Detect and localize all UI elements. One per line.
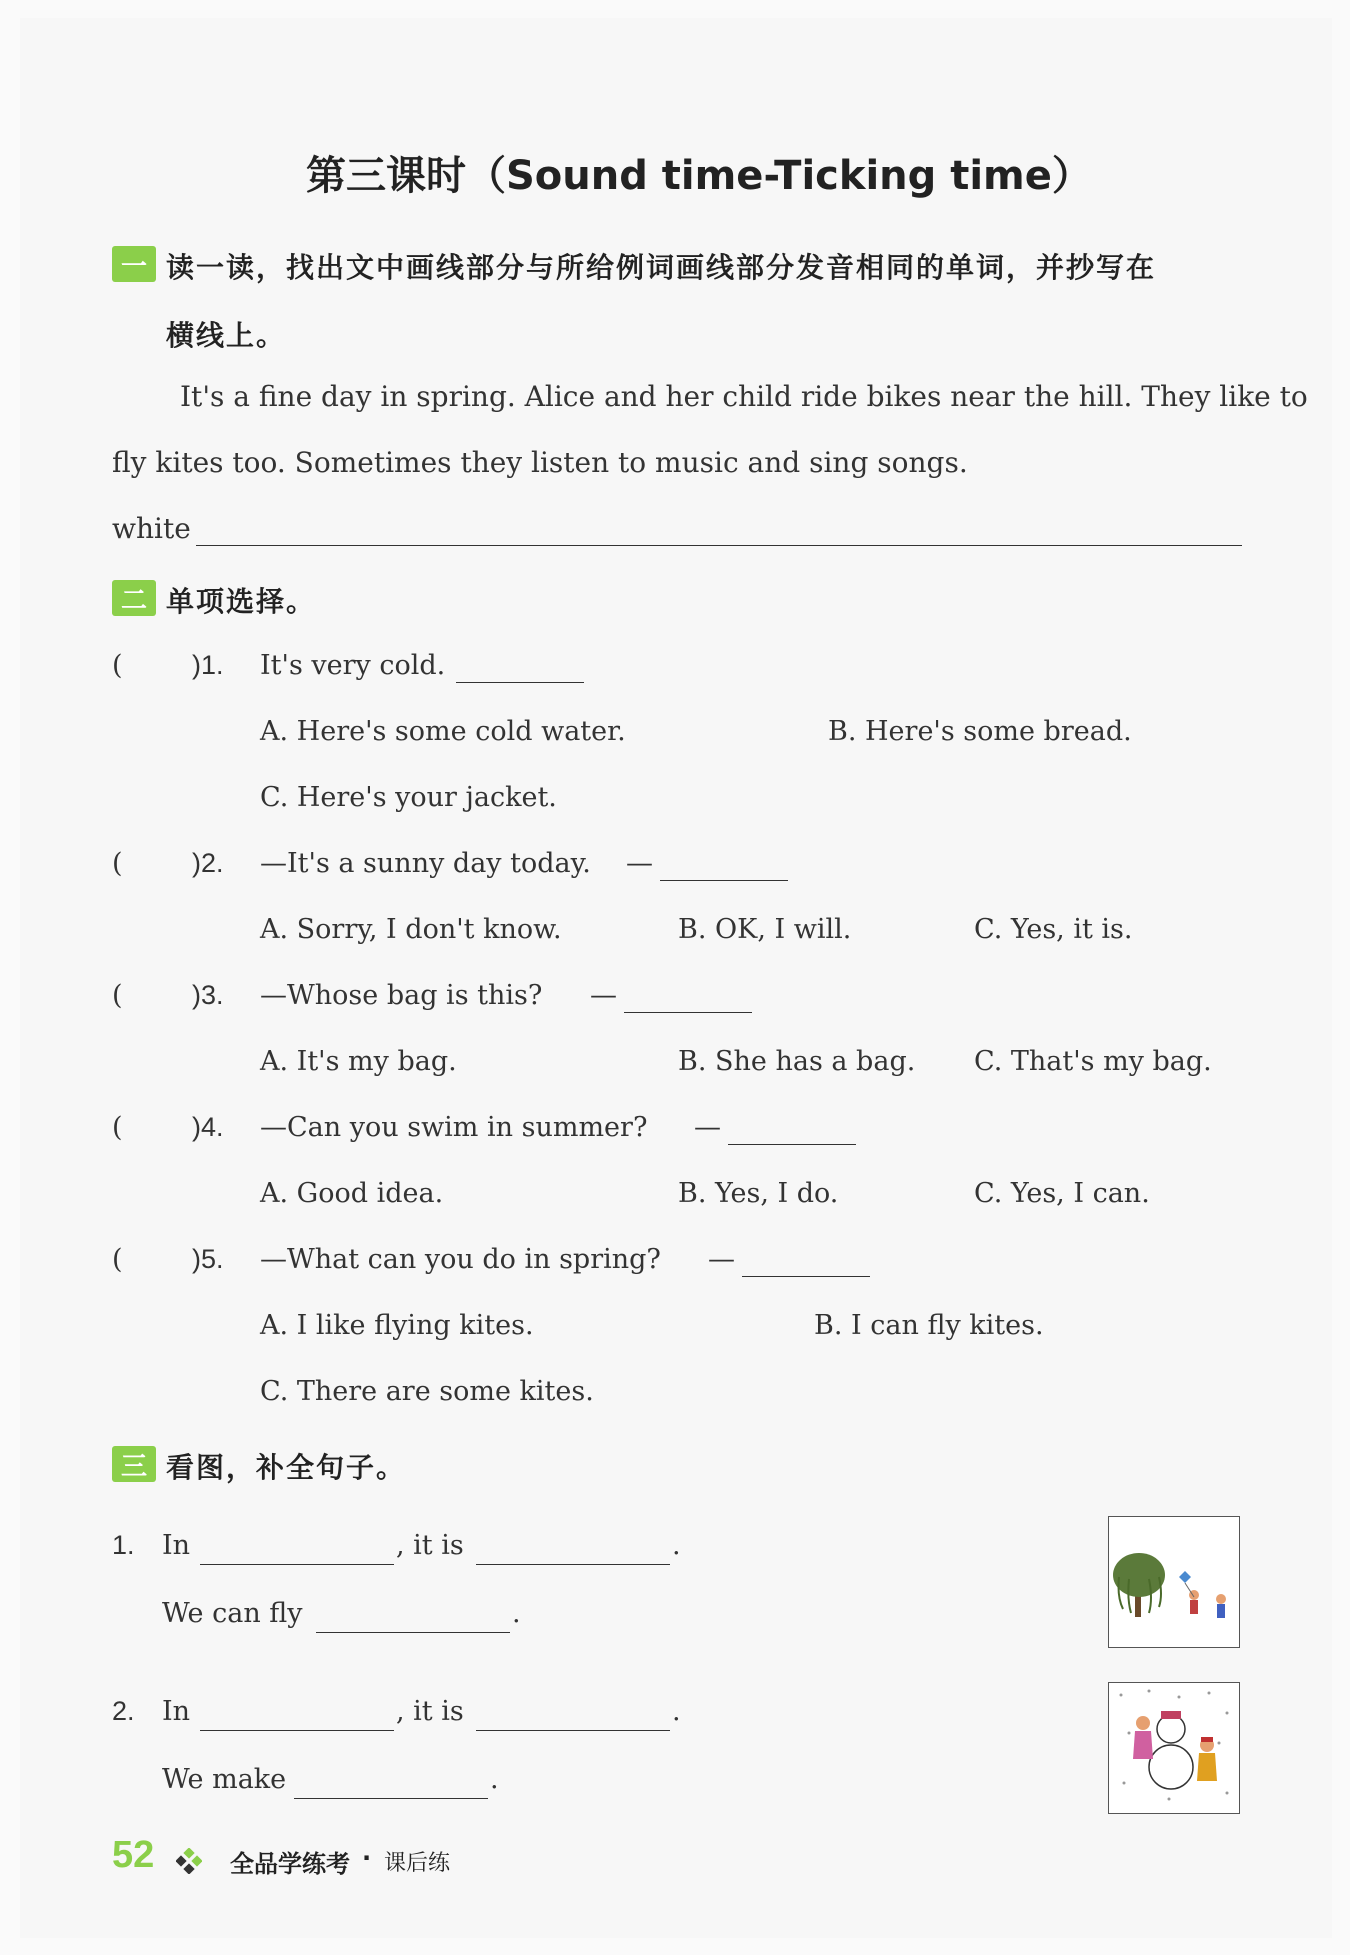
- passage-line-1: It's a fine day in spring. Alice and her child ride bikes near the hill. They like to: [180, 380, 1308, 413]
- spring-kite-picture: [1108, 1516, 1240, 1648]
- answer-blank[interactable]: [316, 1604, 510, 1633]
- answer-blank[interactable]: [660, 852, 788, 881]
- item-number: 1.: [112, 1530, 135, 1560]
- section-1-instruction-cont: 横线上。: [166, 319, 287, 352]
- question-stem: —It's a sunny day today.: [260, 848, 591, 879]
- option-a: A. Sorry, I don't know.: [260, 914, 562, 945]
- option-a: A. I like flying kites.: [260, 1310, 534, 1341]
- option-b: B. I can fly kites.: [814, 1310, 1044, 1341]
- answer-paren-q2[interactable]: (: [112, 848, 123, 879]
- option-b: B. OK, I will.: [678, 914, 852, 945]
- option-c: C. Yes, I can.: [974, 1178, 1150, 1209]
- page-number: 52: [112, 1834, 155, 1876]
- question-number: )5.: [192, 1244, 224, 1274]
- diamond-bullet-icon: [176, 1848, 202, 1874]
- reply-dash: —: [708, 1244, 735, 1275]
- item-number: 2.: [112, 1696, 135, 1726]
- item-text: .: [672, 1530, 681, 1561]
- footer-dot: ·: [362, 1844, 372, 1872]
- worksheet-page: [20, 18, 1332, 1938]
- answer-line-section-1[interactable]: [196, 545, 1242, 546]
- footer-subtitle: 课后练: [384, 1851, 451, 1876]
- item-text: In: [162, 1530, 191, 1561]
- option-b: B. She has a bag.: [678, 1046, 916, 1077]
- winter-snowman-picture: [1108, 1682, 1240, 1814]
- option-b: B. Yes, I do.: [678, 1178, 839, 1209]
- answer-paren-q5[interactable]: (: [112, 1244, 123, 1275]
- example-word: white: [112, 512, 191, 545]
- option-a: A. Here's some cold water.: [260, 716, 626, 747]
- answer-blank[interactable]: [742, 1248, 870, 1277]
- question-number: )2.: [192, 848, 224, 878]
- answer-paren-q4[interactable]: (: [112, 1112, 123, 1143]
- question-stem: It's very cold.: [260, 650, 446, 681]
- option-b: B. Here's some bread.: [828, 716, 1132, 747]
- page-title: 第三课时（Sound time-Ticking time）: [306, 153, 1092, 199]
- section-2-badge: 二: [112, 580, 156, 616]
- answer-paren-q1[interactable]: (: [112, 650, 123, 681]
- item-text: .: [672, 1696, 681, 1727]
- answer-blank[interactable]: [728, 1116, 856, 1145]
- passage-line-2: fly kites too. Sometimes they listen to music and sing songs.: [112, 446, 968, 479]
- reply-dash: —: [590, 980, 617, 1011]
- question-stem: —Can you swim in summer?: [260, 1112, 648, 1143]
- item-text: , it is: [396, 1530, 464, 1561]
- answer-blank[interactable]: [456, 654, 584, 683]
- answer-blank[interactable]: [476, 1536, 670, 1565]
- item-text: .: [490, 1764, 499, 1795]
- footer-brand: 全品学练考: [230, 1850, 350, 1878]
- item-text: , it is: [396, 1696, 464, 1727]
- answer-blank[interactable]: [294, 1770, 488, 1799]
- option-a: A. It's my bag.: [260, 1046, 457, 1077]
- answer-blank[interactable]: [200, 1702, 394, 1731]
- question-number: )1.: [192, 650, 224, 680]
- section-2-instruction: 单项选择。: [166, 585, 317, 618]
- option-c: C. Here's your jacket.: [260, 782, 557, 813]
- option-c: C. That's my bag.: [974, 1046, 1212, 1077]
- option-c: C. Yes, it is.: [974, 914, 1133, 945]
- question-number: )4.: [192, 1112, 224, 1142]
- item-text: We can fly: [162, 1598, 303, 1629]
- section-3-instruction: 看图，补全句子。: [166, 1451, 407, 1484]
- section-1-badge: 一: [112, 246, 156, 282]
- section-1-instruction: 读一读，找出文中画线部分与所给例词画线部分发音相同的单词，并抄写在: [166, 251, 1157, 284]
- answer-blank[interactable]: [476, 1702, 670, 1731]
- option-c: C. There are some kites.: [260, 1376, 594, 1407]
- question-stem: —What can you do in spring?: [260, 1244, 661, 1275]
- answer-blank[interactable]: [624, 984, 752, 1013]
- question-number: )3.: [192, 980, 224, 1010]
- section-3-badge: 三: [112, 1446, 156, 1482]
- question-stem: —Whose bag is this?: [260, 980, 543, 1011]
- answer-paren-q3[interactable]: (: [112, 980, 123, 1011]
- item-text: In: [162, 1696, 191, 1727]
- option-a: A. Good idea.: [260, 1178, 444, 1209]
- reply-dash: —: [694, 1112, 721, 1143]
- item-text: .: [512, 1598, 521, 1629]
- item-text: We make: [162, 1764, 287, 1795]
- reply-dash: —: [626, 848, 653, 879]
- answer-blank[interactable]: [200, 1536, 394, 1565]
